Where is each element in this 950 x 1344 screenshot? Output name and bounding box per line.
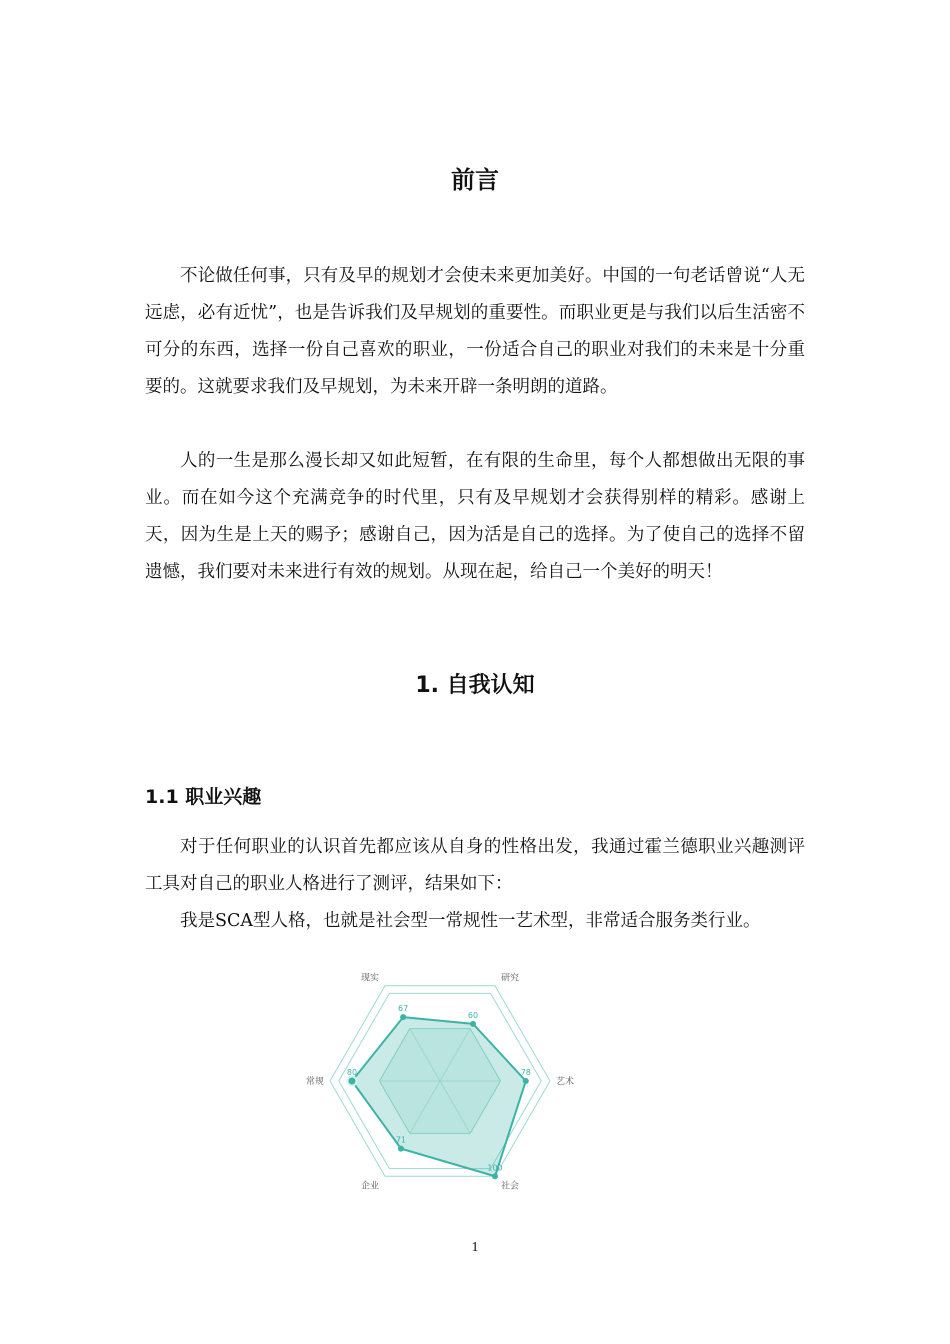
radar-point-4 — [398, 1146, 404, 1152]
radar-value-label: 60 — [467, 1010, 479, 1020]
radar-axis-label: 常规 — [305, 1077, 324, 1087]
radar-series — [348, 1014, 529, 1179]
radar-axis-label: 现实 — [360, 973, 379, 984]
radar-axis-label: 社会 — [501, 1181, 520, 1192]
radar-axis-label: 企业 — [360, 1181, 379, 1192]
page-number: 1 — [471, 1240, 479, 1255]
radar-point-1 — [470, 1021, 476, 1027]
interest-paragraph-2: 我是SCA型人格，也就是社会型一常规性一艺术型，非常适合服务类行业。 — [180, 911, 761, 931]
preface-paragraph-1: 不论做任何事，只有及早的规划才会使未来更加美好。中国的一句老话曾说“人无远虑，必有近忧”，也是告诉我们及早规划的重要性。而职业更是与我们以后生活密不可分的东西，选择一份自己喜欢的职业，一份适合自己的职业对我们的未来是十分重要的。这就要求我们及早规划，为未来开辟一条明朗的道路。 — [145, 266, 805, 397]
radar-axis-label: 研究 — [501, 973, 520, 984]
radar-value-label: 80 — [346, 1068, 358, 1077]
holland-radar-chart — [270, 955, 610, 1210]
radar-point-2 — [523, 1078, 529, 1084]
subsection-title-career-interest: 1.1 职业兴趣 — [145, 786, 262, 808]
radar-series-area — [352, 1017, 526, 1176]
radar-value-label: 78 — [520, 1068, 531, 1077]
radar-axis-label: 艺术 — [556, 1077, 575, 1087]
section-title-self-awareness: 1. 自我认知 — [415, 673, 535, 698]
radar-point-0 — [400, 1014, 406, 1020]
radar-value-label: 100 — [487, 1163, 503, 1173]
interest-paragraph-1: 对于任何职业的认识首先都应该从自身的性格出发，我通过霍兰德职业兴趣测评工具对自己的职业人格进行了测评，结果如下： — [145, 837, 805, 894]
radar-point-3 — [492, 1173, 498, 1179]
radar-value-label: 71 — [395, 1135, 407, 1145]
preface-paragraph-2: 人的一生是那么漫长却又如此短暂，在有限的生命里，每个人都想做出无限的事业。而在如今这个充满竞争的时代里，只有及早规划才会获得别样的精彩。感谢上天，因为生是上天的赐予；感谢自己，因为活是自己的选择。为了使自己的选择不留遗憾，我们要对未来进行有效的规划。从现在起，给自己一个美好的明天！ — [145, 451, 805, 582]
radar-value-label: 67 — [398, 1004, 409, 1014]
preface-title: 前言 — [451, 166, 499, 194]
radar-point-5 — [348, 1077, 357, 1086]
